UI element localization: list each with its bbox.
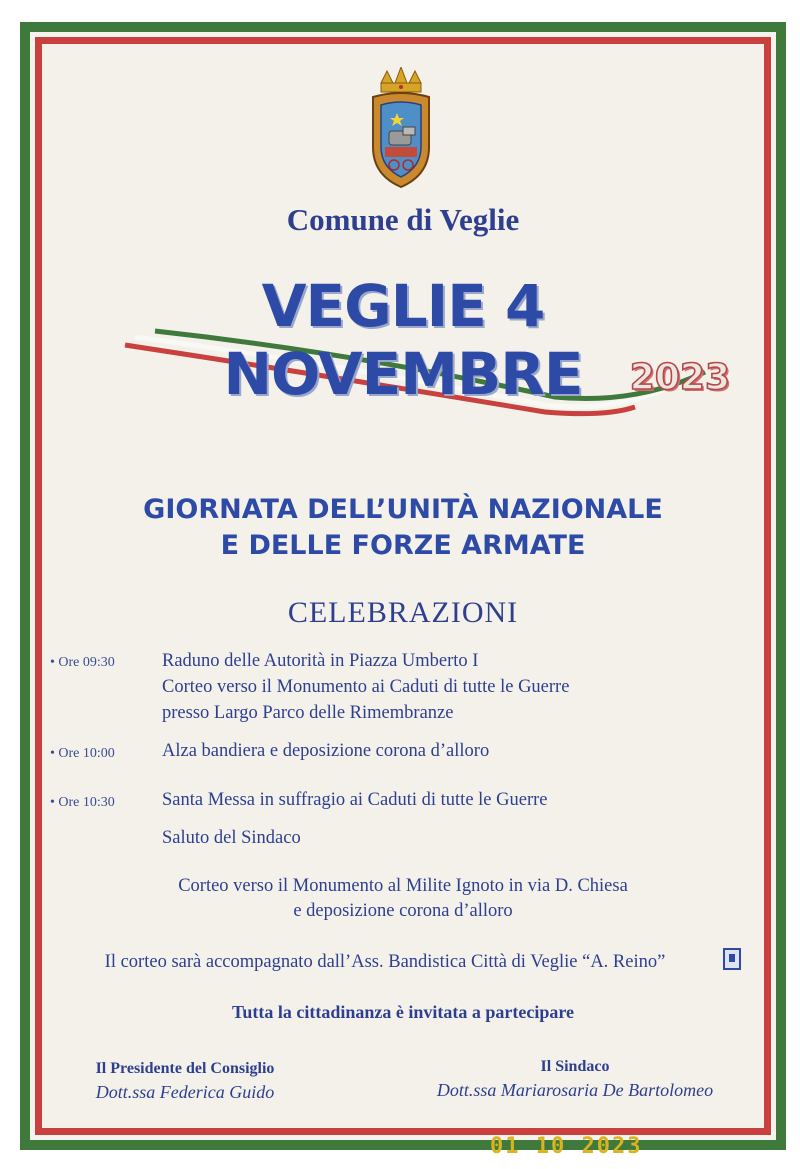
left-signatory-title: Il Presidente del Consiglio bbox=[95, 1060, 275, 1077]
municipality-name: Comune di Veglie bbox=[286, 202, 520, 237]
photo-date-stamp: 01 10 2023 bbox=[490, 1134, 643, 1159]
year: 2023 bbox=[629, 357, 730, 398]
accompaniment-note: Il corteo sarà accompagnato dall’Ass. Bandistica Città di Veglie “A. Reino” bbox=[104, 952, 666, 972]
poster bbox=[20, 22, 786, 1159]
right-signatory-name: Dott.ssa Mariarosaria De Bartolomeo bbox=[436, 1080, 714, 1100]
program-line: Raduno delle Autorità in Piazza Umberto I bbox=[162, 651, 479, 671]
corteo-line-1: Corteo verso il Monumento al Milite Ignoto in via D. Chiesa bbox=[178, 876, 628, 896]
right-signatory-title: Il Sindaco bbox=[540, 1058, 610, 1075]
program-line: Corteo verso il Monumento ai Caduti di tutte le Guerre bbox=[162, 677, 570, 697]
municipal-crest-icon bbox=[367, 67, 435, 193]
event-title-line-2: E DELLE FORZE ARMATE bbox=[220, 530, 586, 561]
invitation: Tutta la cittadinanza è invitata a partecipare bbox=[232, 1002, 574, 1022]
section-title: CELEBRAZIONI bbox=[287, 596, 519, 629]
event-title bbox=[20, 492, 786, 564]
program-time: • Ore 10:30 bbox=[50, 795, 115, 810]
left-signatory-name: Dott.ssa Federica Guido bbox=[95, 1082, 275, 1102]
program-line: presso Largo Parco delle Rimembranze bbox=[162, 703, 454, 723]
program-time: • Ore 10:00 bbox=[50, 746, 115, 761]
headline: VEGLIE 4 NOVEMBRE bbox=[223, 272, 583, 408]
corteo-line-2: e deposizione corona d’alloro bbox=[293, 901, 513, 921]
saluto-sindaco: Saluto del Sindaco bbox=[162, 828, 301, 848]
event-title-line-1: GIORNATA DELL’UNITÀ NAZIONALE bbox=[143, 494, 663, 525]
program-line: Santa Messa in suffragio ai Caduti di tutte le Guerre bbox=[162, 790, 548, 810]
program-time: • Ore 09:30 bbox=[50, 655, 115, 670]
program-line: Alza bandiera e deposizione corona d’alloro bbox=[162, 741, 490, 761]
band-logo-icon bbox=[723, 948, 741, 970]
